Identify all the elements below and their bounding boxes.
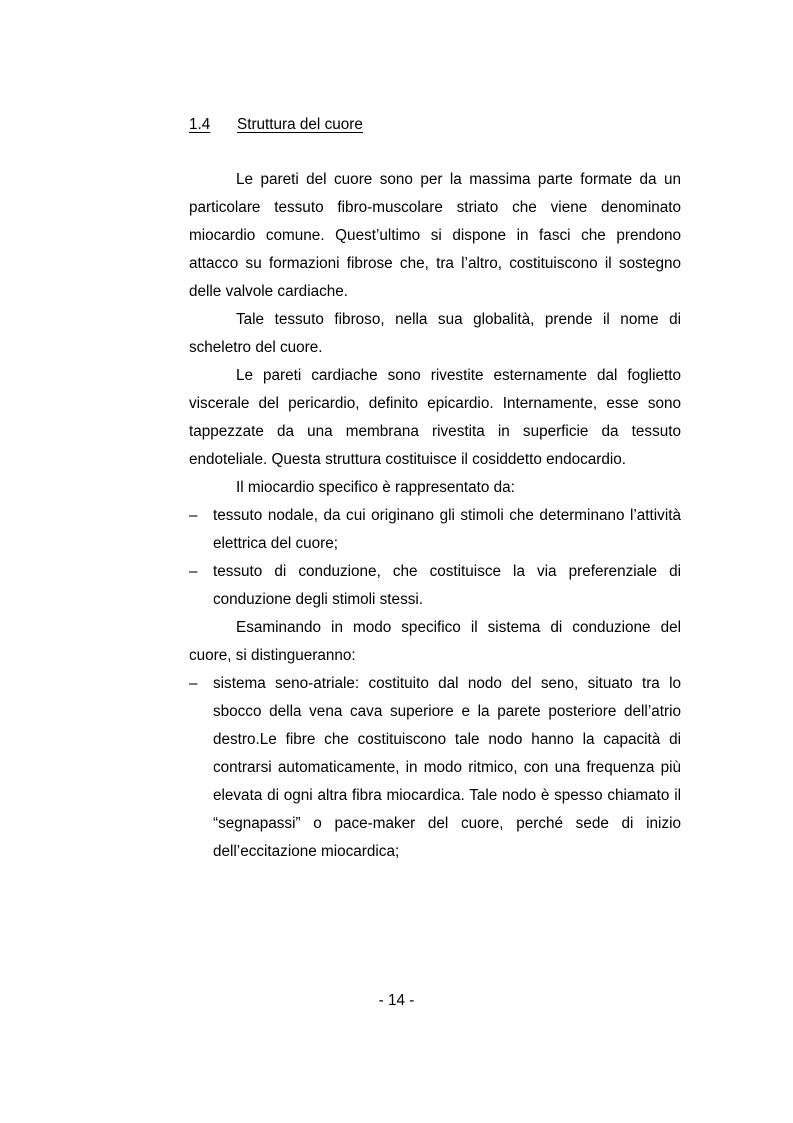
paragraph-4: Il miocardio specifico è rappresentato da: (236, 479, 515, 496)
list-item-text: tessuto nodale, da cui originano gli stimoli che determinano l’attività elettrica del cuore; (213, 507, 681, 552)
section-title: Struttura del cuore (237, 116, 363, 133)
list-item-text: sistema seno-atriale: costituito dal nodo del seno, situato tra lo sbocco della vena cava superiore e la parete posteriore dell’atrio destro.Le fibre che costituiscono tale nodo hanno la capacità di contrarsi automaticamente, in modo ritmico, con una frequenza più elevata di ogni altra fibra miocardica. Tale nodo è spesso chiamato il “segnapassi” o pace-maker del cuore, perché sede di inizio dell’eccitazione miocardica; (213, 675, 681, 860)
list-item (189, 502, 681, 558)
specific-myocardium-list (189, 502, 681, 614)
paragraph-5: Esaminando in modo specifico il sistema di conduzione del cuore, si distingueranno: (189, 619, 681, 664)
body-text (189, 166, 681, 866)
list-item (189, 670, 681, 866)
section-number: 1.4 (189, 116, 211, 133)
paragraph-1: Le pareti del cuore sono per la massima parte formate da un particolare tessuto fibro-muscolare striato che viene denominato miocardio comune. Quest’ultimo si dispone in fasci che prendono attacco su formazioni fibrose che, tra l’altro, costituiscono il sostegno delle valvole cardiache. (189, 171, 681, 300)
conduction-system-list (189, 670, 681, 866)
dash-bullet-icon: – (189, 675, 198, 692)
paragraph-2: Tale tessuto fibroso, nella sua globalità, prende il nome di scheletro del cuore. (189, 311, 681, 356)
section-heading (189, 115, 489, 135)
paragraph-3: Le pareti cardiache sono rivestite esternamente dal foglietto viscerale del pericardio, definito epicardio. Internamente, esse sono tappezzate da una membrana rivestita in superficie da tessuto endoteliale. Questa struttura costituisce il cosiddetto endocardio. (189, 367, 681, 468)
list-item-text: tessuto di conduzione, che costituisce la via preferenziale di conduzione degli stimoli stessi. (213, 563, 681, 608)
page-number: - 14 - (378, 992, 415, 1009)
dash-bullet-icon: – (189, 507, 198, 524)
list-item (189, 558, 681, 614)
dash-bullet-icon: – (189, 563, 198, 580)
